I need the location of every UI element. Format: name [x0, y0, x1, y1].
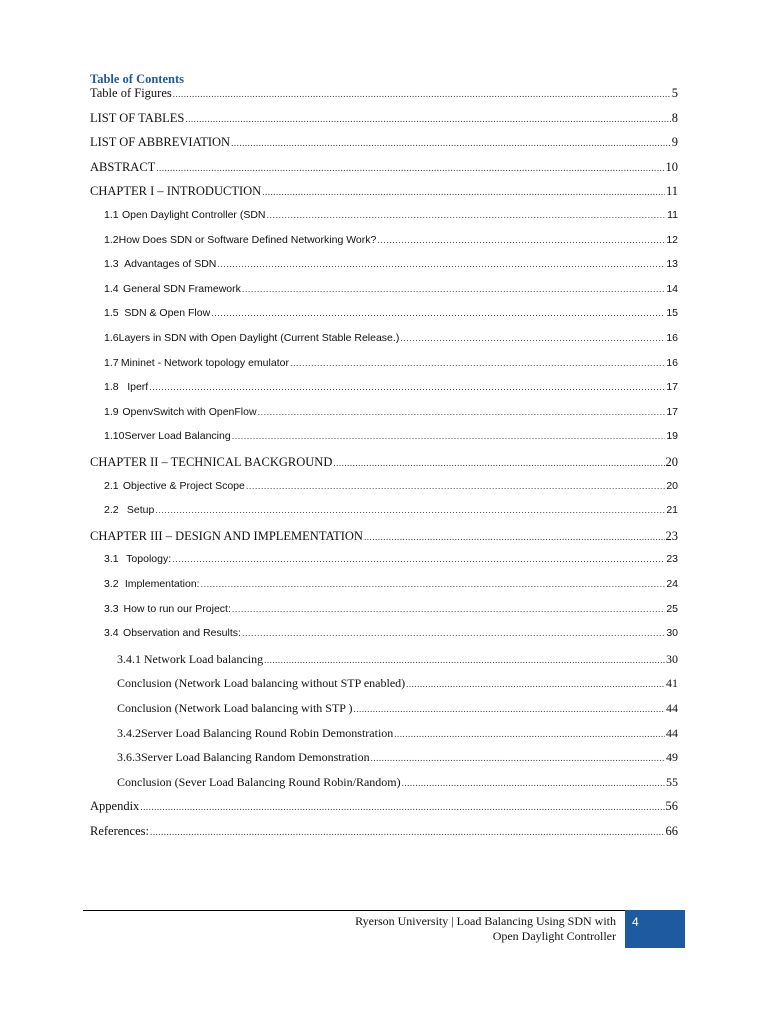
toc-entry[interactable]: [117, 676, 678, 694]
footer-line-1: Ryerson University | Load Balancing Using SDN with: [355, 914, 616, 928]
toc-entry-label: ABSTRACT: [90, 159, 156, 174]
toc-entry-page: 56: [665, 799, 678, 814]
toc-entry-label: General SDN Framework: [123, 282, 241, 295]
toc-leader-dots: [149, 382, 665, 392]
toc-leader-dots: [172, 554, 665, 564]
toc-entry[interactable]: [104, 381, 678, 399]
toc-entry-number: 1.7: [104, 356, 119, 369]
toc-entry[interactable]: [104, 553, 678, 571]
toc-entry-label: CHAPTER I – INTRODUCTION: [90, 184, 262, 199]
toc-entry-number: 1.6: [104, 332, 119, 344]
toc-leader-dots: [290, 358, 665, 368]
toc-entry-page: 17: [666, 405, 678, 418]
toc-leader-dots: [155, 505, 665, 515]
toc-entry-label: Implementation:: [124, 578, 200, 590]
toc-entry[interactable]: [90, 799, 678, 817]
footer-line-2: Open Daylight Controller: [492, 929, 616, 943]
toc-entry-label: Layers in SDN with Open Daylight (Current Stable Release.): [118, 332, 400, 344]
toc-entry-page: 41: [666, 676, 678, 691]
toc-entry[interactable]: [104, 430, 678, 448]
toc-entry-page: 30: [666, 627, 678, 640]
toc-entry-label: LIST OF TABLES: [90, 110, 185, 125]
toc-entry-page: 24: [666, 578, 678, 590]
toc-entry-page: 19: [666, 430, 678, 443]
toc-entry-page: 14: [666, 282, 678, 295]
toc-entry-label: Server Load Balancing Round Robin Demonstration: [141, 725, 394, 740]
toc-entry-label: Observation and Results:: [123, 627, 241, 640]
toc-leader-dots: [333, 458, 664, 468]
toc-entry[interactable]: [104, 504, 678, 522]
toc-entry-page: 16: [666, 332, 678, 344]
toc-entry-label: Server Load Balancing Random Demonstration: [141, 750, 370, 765]
toc-entry-number: 3.1: [104, 553, 119, 566]
toc-leader-dots: [406, 679, 665, 689]
toc-entry[interactable]: [104, 258, 678, 276]
toc-entry-number: 1.9: [104, 405, 119, 418]
toc-leader-dots: [201, 579, 666, 589]
toc-leader-dots: [394, 729, 665, 739]
toc-leader-dots: [364, 532, 665, 542]
toc-entry-page: 9: [671, 135, 678, 150]
toc-entry-page: 23: [666, 553, 678, 566]
toc-entry-label: How Does SDN or Software Defined Networking Work?: [118, 233, 377, 246]
toc-leader-dots: [173, 89, 671, 99]
toc-entry-page: 5: [671, 86, 678, 100]
toc-entry-number: 1.2: [104, 233, 119, 246]
toc-entry-page: 44: [666, 701, 678, 715]
toc-entry-page: 44: [666, 725, 678, 740]
toc-leader-dots: [242, 284, 665, 294]
toc-entry[interactable]: [104, 307, 678, 325]
toc-entry-number: 1.10: [104, 430, 125, 443]
toc-entry-page: 11: [665, 184, 678, 199]
toc-entry-page: 8: [671, 110, 678, 125]
toc-entry[interactable]: [104, 578, 678, 596]
toc-leader-dots: [156, 163, 664, 173]
toc-entry-label: Table of Figures: [90, 86, 172, 100]
toc-entry[interactable]: [104, 357, 678, 375]
toc-title: Table of Contents: [90, 72, 184, 86]
footer-divider: [83, 910, 685, 911]
toc-entry-number: 1.8: [104, 381, 119, 394]
footer-text: [355, 914, 616, 944]
toc-entry-label: LIST OF ABBREVIATION: [90, 135, 231, 150]
toc-entry[interactable]: [90, 160, 678, 178]
toc-entry-page: 12: [666, 233, 678, 246]
toc-entry-number: 1.1: [104, 209, 119, 221]
toc-entry[interactable]: [90, 135, 678, 153]
toc-entry[interactable]: [104, 283, 678, 301]
toc-entry-page: 10: [665, 159, 678, 174]
toc-entry-number: 1.3: [104, 258, 119, 271]
toc-entry-number: 3.4.1: [117, 651, 141, 666]
toc-entry-number: 3.4.2: [117, 725, 141, 740]
toc-entry[interactable]: [90, 86, 678, 104]
toc-entry-page: 13: [666, 258, 678, 271]
page-number: 4: [632, 915, 639, 929]
page-number-box: [625, 910, 685, 948]
toc-entry-page: 25: [666, 602, 678, 615]
toc-leader-dots: [402, 778, 665, 788]
toc-entry[interactable]: [90, 184, 678, 202]
toc-entry-page: 20: [665, 455, 678, 469]
toc-entry-label: Server Load Balancing: [124, 430, 231, 443]
toc-entry-label: Advantages of SDN: [124, 258, 217, 271]
toc-entry[interactable]: [104, 480, 678, 498]
toc-entry-page: 30: [666, 651, 678, 666]
toc-leader-dots: [400, 333, 665, 343]
toc-entry-page: 17: [666, 381, 678, 394]
toc-entry-label: Appendix: [90, 799, 140, 814]
toc-entry-label: OpenvSwitch with OpenFlow: [122, 405, 257, 418]
toc-leader-dots: [231, 138, 671, 148]
toc-entry[interactable]: [104, 406, 678, 424]
toc-leader-dots: [211, 308, 665, 318]
toc-leader-dots: [140, 802, 664, 812]
toc-entry-label: Conclusion (Network Load balancing without STP enabled): [117, 676, 406, 691]
toc-leader-dots: [246, 481, 665, 491]
toc-entry-label: Objective & Project Scope: [122, 479, 245, 492]
toc-entry[interactable]: [117, 652, 678, 670]
toc-entry[interactable]: [104, 332, 678, 350]
toc-entry-number: 3.3: [104, 602, 119, 615]
toc-entry-page: 15: [666, 307, 678, 320]
toc-entry-label: SDN & Open Flow: [124, 307, 211, 320]
toc-entry[interactable]: [90, 824, 678, 842]
toc-entry-page: 23: [665, 528, 678, 543]
toc-entry-page: 66: [665, 824, 678, 838]
toc-entry-page: 55: [666, 774, 678, 789]
toc-entry[interactable]: [117, 775, 678, 793]
toc-entry[interactable]: [104, 209, 678, 227]
toc-entry[interactable]: [90, 529, 678, 547]
toc-leader-dots: [217, 259, 665, 269]
toc-leader-dots: [377, 235, 665, 245]
toc-entry-label: References:: [90, 824, 149, 838]
toc-entry[interactable]: [104, 603, 678, 621]
toc-entry-page: 16: [666, 356, 678, 369]
toc-entry-label: Topology:: [126, 553, 172, 566]
toc-entry[interactable]: [90, 111, 678, 129]
toc-entry-label: Conclusion (Network Load balancing with STP ): [117, 701, 353, 715]
toc-entry-label: Mininet - Network topology emulator: [120, 356, 289, 369]
toc-leader-dots: [262, 187, 665, 197]
toc-entry-label: Setup: [126, 504, 155, 517]
toc-entry[interactable]: [117, 726, 678, 744]
toc-entry-label: Network Load balancing: [143, 651, 264, 666]
toc-leader-dots: [150, 827, 665, 837]
toc-entry[interactable]: [117, 750, 678, 768]
toc-entry-label: How to run our Project:: [123, 602, 231, 615]
toc-entry-number: 3.2: [104, 578, 119, 590]
toc-leader-dots: [232, 431, 666, 441]
toc-entry-number: 1.4: [104, 282, 119, 295]
toc-leader-dots: [258, 407, 666, 417]
toc-entry-label: CHAPTER III – DESIGN AND IMPLEMENTATION: [90, 528, 363, 543]
toc-entry-page: 20: [666, 479, 678, 492]
toc-entry-label: Iperf: [127, 381, 149, 394]
toc-entry-number: 2.1: [104, 479, 119, 492]
toc-entry-number: 3.6.3: [117, 750, 141, 765]
toc-leader-dots: [185, 114, 670, 124]
toc-entry-number: 1.5: [104, 307, 119, 320]
toc-entry-number: 2.2: [104, 504, 119, 517]
toc-leader-dots: [371, 753, 665, 763]
toc-leader-dots: [242, 628, 665, 638]
toc-entry[interactable]: [90, 455, 678, 473]
toc-leader-dots: [354, 704, 665, 714]
toc-entry-label: CHAPTER II – TECHNICAL BACKGROUND: [90, 455, 333, 469]
toc-leader-dots: [264, 655, 665, 665]
toc-entry-page: 49: [666, 750, 678, 765]
toc-entry[interactable]: [104, 627, 678, 645]
toc-leader-dots: [232, 604, 665, 614]
toc-entry-number: 3.4: [104, 627, 119, 640]
toc-entry-label: Conclusion (Sever Load Balancing Round Robin/Random): [117, 774, 401, 789]
toc-leader-dots: [267, 210, 667, 220]
toc-entry-page: 11: [667, 209, 678, 221]
toc-entry-page: 21: [666, 504, 678, 517]
toc-entry-label: Open Daylight Controller (SDN: [121, 209, 266, 221]
toc-entry[interactable]: [104, 234, 678, 252]
toc-entry[interactable]: [117, 701, 678, 719]
